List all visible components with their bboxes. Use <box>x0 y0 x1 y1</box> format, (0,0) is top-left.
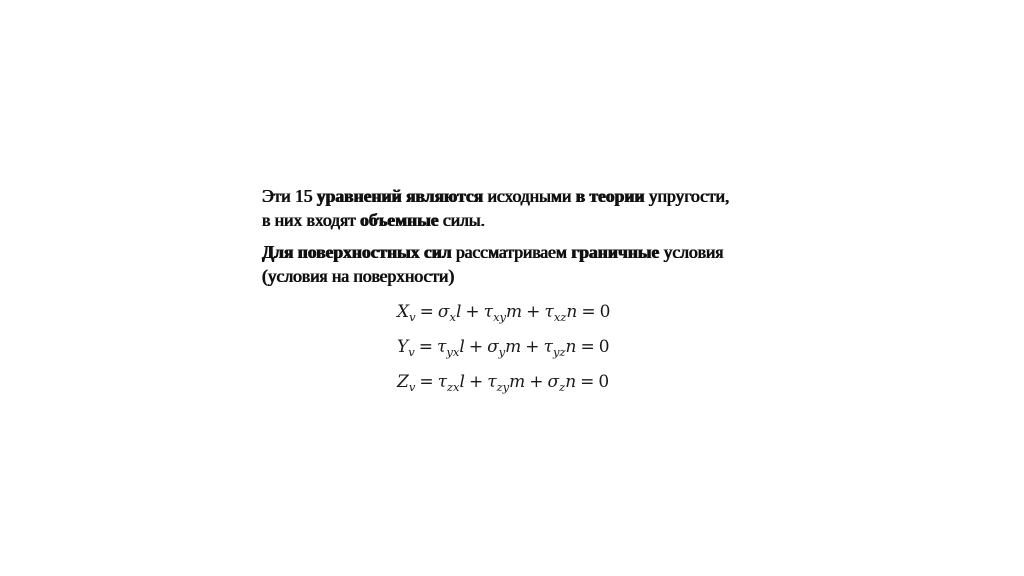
paragraph-surface-forces <box>262 240 762 288</box>
paragraph-line: в них входят объемные силы. <box>262 210 485 230</box>
paragraph-line: Эти 15 уравнений являются исходными в теории упругости, <box>262 186 730 206</box>
paragraph-line: Для поверхностных сил рассматриваем граничные условия <box>262 242 724 262</box>
equation-x: $X_v = \sigma_xl + \tau_{xy}m + \tau_{xz}n = 0$ <box>397 302 611 324</box>
boundary-conditions-equations <box>397 298 657 403</box>
equation-y: $Y_v = \tau_{yx}l + \sigma_ym + \tau_{yz}n = 0$ <box>397 337 610 359</box>
bold-text: Для поверхностных сил <box>262 242 452 262</box>
bold-text: граничные <box>571 242 660 262</box>
paragraph-volume-forces <box>262 184 762 232</box>
bold-text: в теории <box>575 186 645 206</box>
paragraph-line: (условия на поверхности) <box>262 266 455 286</box>
equation-z: $Z_v = \tau_{zx}l + \tau_{zy}m + \sigma_zn = 0$ <box>397 372 610 394</box>
bold-text: уравнений являются <box>316 186 484 206</box>
bold-text: объемные <box>360 210 439 230</box>
